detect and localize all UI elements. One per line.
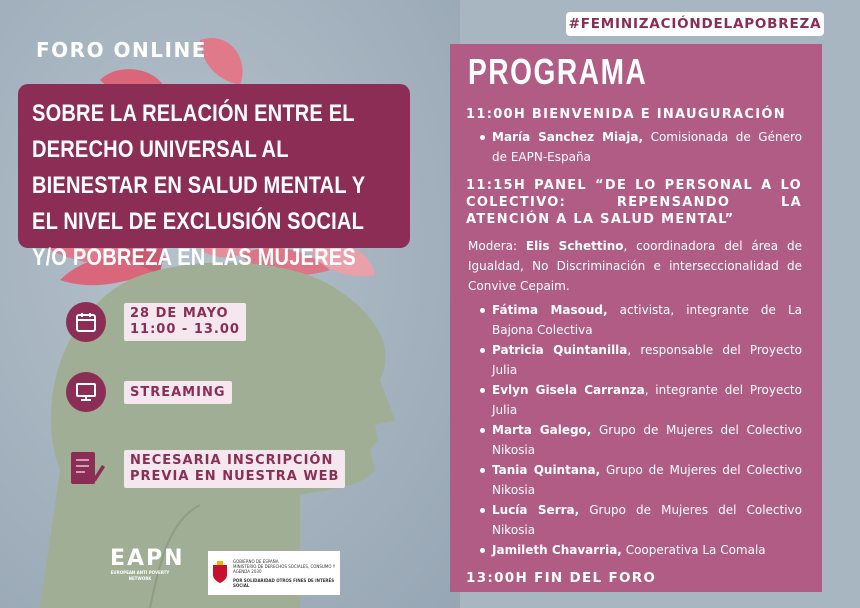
- gov-line2: MINISTERIO DE DERECHOS SOCIALES, CONSUMO Y AGENDA 2030: [233, 563, 336, 574]
- coat-of-arms-icon: [211, 559, 229, 587]
- list-item: [466, 380, 802, 420]
- gov-line3: POR SOLIDARIDAD OTROS FINES DE INTERÉS SOCIAL: [233, 577, 335, 588]
- date-label: [124, 303, 246, 341]
- form-icon: [66, 448, 106, 490]
- event-type-label: FORO ONLINE: [36, 38, 207, 62]
- speaker-role: Comisionada de Género de EAPN-España: [492, 130, 802, 164]
- speaker-role: , integrante del Proyecto Julia: [492, 383, 802, 417]
- eapn-logo-text: EAPN: [110, 546, 185, 571]
- list-item: [466, 420, 802, 460]
- hashtag-badge: #FEMINIZACIÓNDELAPOBREZA: [566, 12, 824, 36]
- program-heading: PROGRAMA: [468, 51, 648, 92]
- panel-speakers: [466, 300, 802, 560]
- gov-line1: GOBIERNO DE ESPAÑA: [233, 558, 279, 564]
- speaker-name: Lucía Serra,: [492, 503, 580, 517]
- list-item: [466, 500, 802, 540]
- speaker-name: Patricia Quintanilla: [492, 343, 628, 357]
- program-panel: [450, 44, 822, 592]
- speaker-name: Evlyn Gisela Carranza: [492, 383, 645, 397]
- speaker-name: Tania Quintana,: [492, 463, 601, 477]
- list-item: [466, 460, 802, 500]
- moderator-role: , coordinadora del área de Igualdad, No Discriminación e interseccionalidad de Convive Cepaim.: [468, 239, 803, 293]
- calendar-icon: [66, 302, 106, 342]
- moderator-text: [466, 236, 802, 296]
- list-item: [466, 300, 802, 340]
- title-box: [18, 84, 410, 271]
- eapn-logo: [110, 546, 185, 598]
- streaming-row: [66, 372, 232, 412]
- speaker-role: activista, integrante de La Bajona Colectiva: [492, 303, 802, 337]
- list-item: [466, 340, 802, 380]
- eapn-logo-subtitle: EUROPEAN ANTI POVERTY NETWORK: [110, 570, 170, 581]
- government-logo-text: [233, 559, 337, 588]
- speaker-name: Jamileth Chavarria,: [492, 543, 622, 557]
- speaker-role: Grupo de Mujeres del Colectivo Nikosia: [492, 463, 802, 497]
- registration-line2: PREVIA EN NUESTRA WEB: [130, 469, 340, 484]
- welcome-speakers: [466, 127, 802, 167]
- logos: [110, 548, 340, 598]
- registration-label: [124, 450, 345, 488]
- welcome-heading: 11:00H BIENVENIDA E INAUGURACIÓN: [466, 107, 786, 122]
- speaker-name: María Sanchez Miaja,: [492, 130, 644, 144]
- moderator-name: Elis Schettino: [525, 239, 624, 253]
- time-text: 11:00 - 13.00: [130, 322, 240, 337]
- speaker-role: , responsable del Proyecto Julia: [492, 343, 802, 377]
- list-item: [466, 127, 802, 167]
- speaker-role: Grupo de Mujeres del Colectivo Nikosia: [492, 423, 803, 457]
- date-text: 28 DE MAYO: [130, 306, 229, 321]
- registration-row: [66, 448, 345, 490]
- event-title: SOBRE LA RELACIÓN ENTRE EL DERECHO UNIVERSAL AL BIENESTAR EN SALUD MENTAL Y EL NIVEL DE EXCLUSIÓN SOCIAL Y/O POBREZA EN LAS MUJERES: [32, 100, 365, 271]
- panel-heading: 11:15H PANEL “DE LO PERSONAL A LO COLECTIVO: REPENSANDO LA ATENCIÓN A LA SALUD MENTAL”: [466, 178, 802, 227]
- list-item: [466, 540, 802, 560]
- speaker-role: Cooperativa La Comala: [621, 543, 766, 557]
- date-row: [66, 302, 246, 342]
- speaker-role: Grupo de Mujeres del Colectivo Nikosia: [492, 503, 802, 537]
- speaker-name: Fátima Masoud,: [492, 303, 608, 317]
- speaker-name: Marta Galego,: [492, 423, 592, 437]
- streaming-label: STREAMING: [124, 381, 232, 404]
- end-time: 13:00H FIN DEL FORO: [466, 570, 657, 586]
- government-logo: [208, 551, 340, 595]
- monitor-icon: [66, 372, 106, 412]
- registration-line1: NECESARIA INSCRIPCIÓN: [130, 453, 334, 468]
- moderator-label: Modera:: [468, 239, 526, 253]
